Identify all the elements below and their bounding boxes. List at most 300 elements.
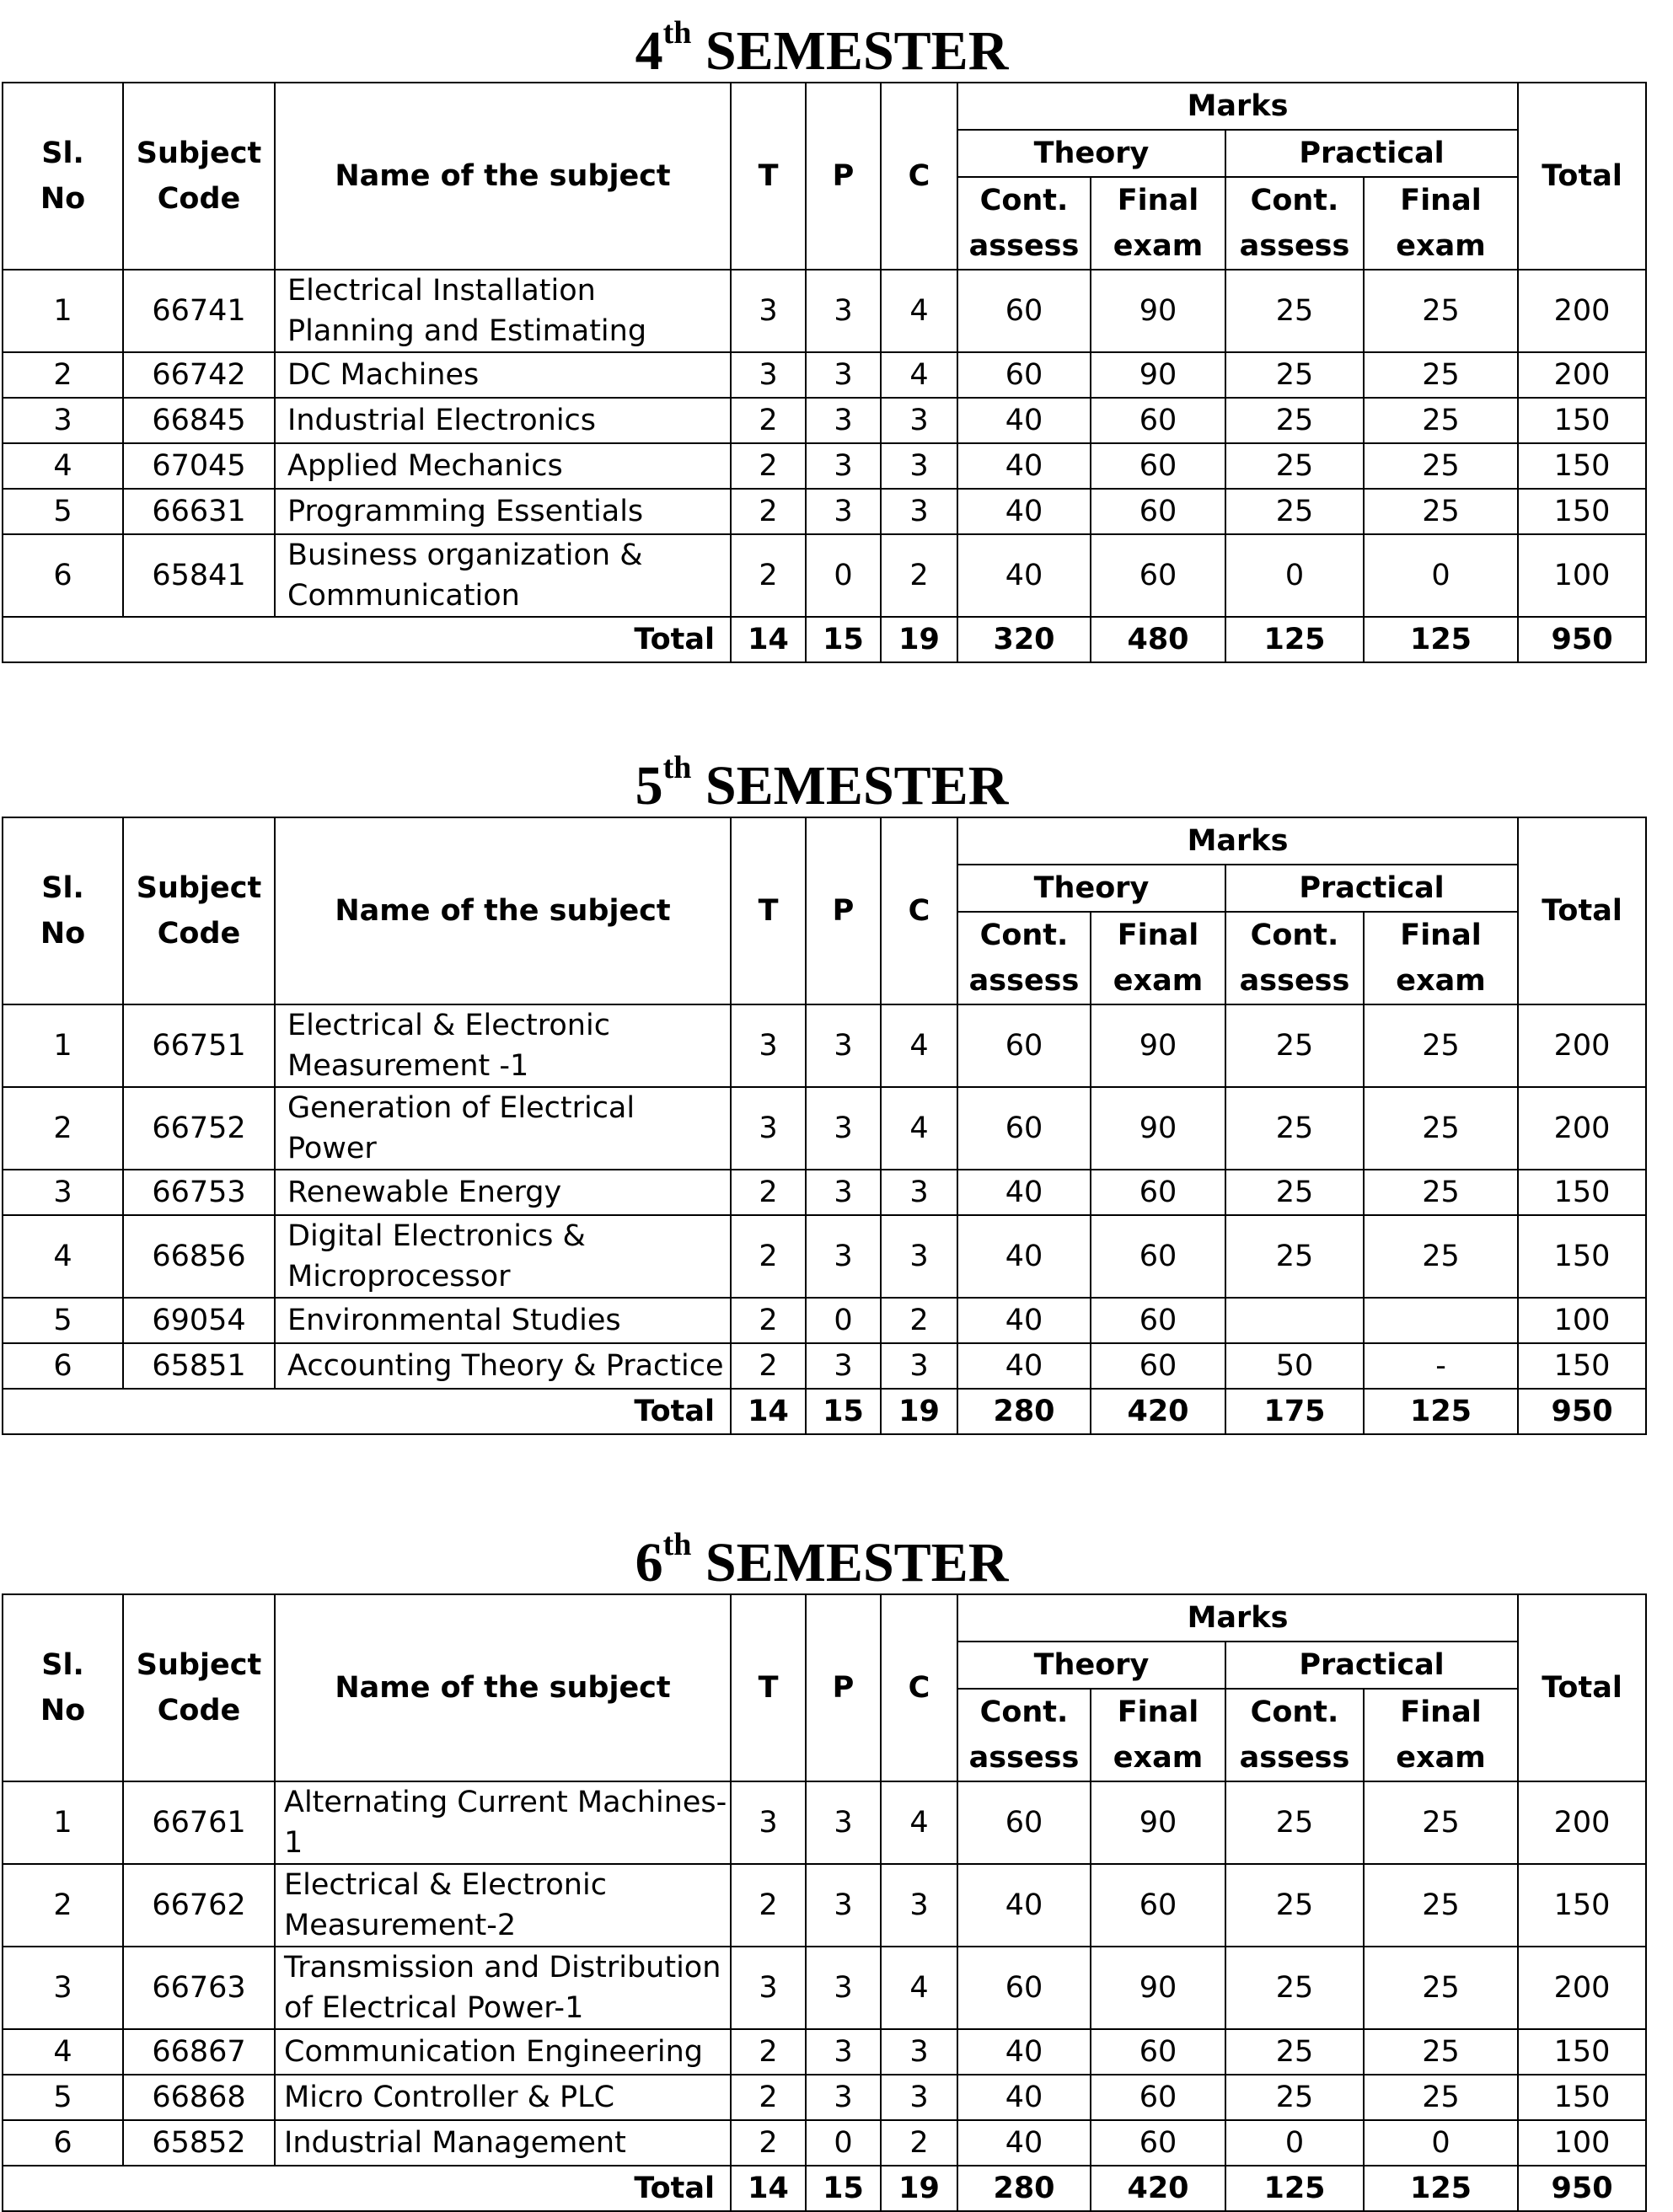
semester-4-title [0, 15, 1644, 82]
cell-p: 3 [806, 2029, 881, 2075]
semester-4-table [2, 82, 1647, 663]
header-practical-final: Final exam [1364, 177, 1518, 270]
cell-name: Micro Controller & PLC [275, 2075, 731, 2120]
total-label: Total [3, 2166, 731, 2211]
cell-theory-cont: 60 [957, 1087, 1091, 1170]
header-subject-code: Subject Code [123, 817, 275, 1004]
cell-total: 150 [1518, 2075, 1646, 2120]
cell-sl: 4 [3, 1215, 123, 1298]
header-sl-no: Sl. No [3, 817, 123, 1004]
cell-theory-cont: 40 [957, 2075, 1091, 2120]
cell-sl: 1 [3, 1004, 123, 1087]
cell-theory-cont: 40 [957, 443, 1091, 489]
total-p: 15 [806, 617, 881, 662]
cell-name: Transmission and Distribution of Electrical Power-1 [275, 1947, 731, 2029]
total-label: Total [3, 1389, 731, 1434]
cell-code: 66761 [123, 1781, 275, 1864]
cell-theory-cont: 40 [957, 1298, 1091, 1343]
total-practical-cont: 125 [1225, 2166, 1364, 2211]
semester-5-title-word: SEMESTER [705, 755, 1009, 817]
cell-code: 66631 [123, 489, 275, 534]
cell-theory-final: 60 [1091, 1298, 1225, 1343]
table-row [3, 443, 1646, 489]
cell-practical-final: 25 [1364, 1947, 1518, 2029]
cell-p: 3 [806, 1087, 881, 1170]
cell-sl: 3 [3, 1947, 123, 2029]
cell-practical-final: 25 [1364, 398, 1518, 443]
semester-6-title-sup: th [662, 1527, 692, 1562]
header-theory: Theory [957, 1642, 1225, 1689]
cell-t: 2 [731, 1298, 806, 1343]
cell-code: 66867 [123, 2029, 275, 2075]
cell-theory-final: 60 [1091, 1170, 1225, 1215]
cell-p: 3 [806, 1781, 881, 1864]
cell-c: 2 [881, 1298, 957, 1343]
cell-sl: 5 [3, 489, 123, 534]
cell-theory-final: 90 [1091, 1087, 1225, 1170]
total-theory-final: 480 [1091, 617, 1225, 662]
header-p: P [806, 83, 881, 270]
table-row [3, 1215, 1646, 1298]
cell-name: Applied Mechanics [275, 443, 731, 489]
cell-code: 69054 [123, 1298, 275, 1343]
cell-t: 2 [731, 2029, 806, 2075]
table-row [3, 270, 1646, 352]
total-total: 950 [1518, 617, 1646, 662]
header-theory: Theory [957, 865, 1225, 912]
header-t: T [731, 1594, 806, 1781]
cell-name: Electrical & Electronic Measurement-2 [275, 1864, 731, 1947]
cell-c: 3 [881, 489, 957, 534]
cell-p: 3 [806, 443, 881, 489]
cell-code: 66868 [123, 2075, 275, 2120]
cell-t: 3 [731, 1087, 806, 1170]
cell-sl: 3 [3, 398, 123, 443]
semester-6-title [0, 1527, 1644, 1593]
cell-p: 0 [806, 1298, 881, 1343]
semester-6-title-word: SEMESTER [705, 1532, 1009, 1593]
cell-theory-cont: 60 [957, 1947, 1091, 2029]
cell-total: 100 [1518, 1298, 1646, 1343]
header-sl-no: Sl. No [3, 83, 123, 270]
cell-t: 3 [731, 352, 806, 398]
cell-theory-final: 60 [1091, 1343, 1225, 1389]
table-row [3, 2120, 1646, 2166]
cell-code: 66752 [123, 1087, 275, 1170]
cell-total: 200 [1518, 270, 1646, 352]
header-c: C [881, 817, 957, 1004]
cell-t: 2 [731, 1343, 806, 1389]
cell-sl: 1 [3, 270, 123, 352]
total-t: 14 [731, 1389, 806, 1434]
cell-name: Business organization & Communication [275, 534, 731, 617]
total-p: 15 [806, 2166, 881, 2211]
cell-code: 66742 [123, 352, 275, 398]
cell-practical-cont: 25 [1225, 443, 1364, 489]
cell-c: 4 [881, 1087, 957, 1170]
header-practical-cont: Cont. assess [1225, 912, 1364, 1004]
table-row [3, 1004, 1646, 1087]
total-theory-cont: 280 [957, 1389, 1091, 1434]
cell-practical-final: 25 [1364, 1864, 1518, 1947]
table-row [3, 489, 1646, 534]
cell-practical-cont: 25 [1225, 1781, 1364, 1864]
cell-practical-cont: 25 [1225, 1864, 1364, 1947]
cell-name: DC Machines [275, 352, 731, 398]
cell-sl: 4 [3, 2029, 123, 2075]
total-c: 19 [881, 1389, 957, 1434]
cell-theory-final: 60 [1091, 2075, 1225, 2120]
cell-name: Electrical Installation Planning and Estimating [275, 270, 731, 352]
header-practical-final: Final exam [1364, 912, 1518, 1004]
cell-theory-final: 90 [1091, 1004, 1225, 1087]
header-theory-final: Final exam [1091, 912, 1225, 1004]
cell-t: 2 [731, 398, 806, 443]
cell-practical-final: 25 [1364, 1004, 1518, 1087]
cell-c: 2 [881, 534, 957, 617]
cell-total: 150 [1518, 1864, 1646, 1947]
table-row [3, 1087, 1646, 1170]
cell-name: Accounting Theory & Practice [275, 1343, 731, 1389]
cell-practical-final: 25 [1364, 2029, 1518, 2075]
cell-practical-cont: 25 [1225, 1004, 1364, 1087]
cell-p: 3 [806, 352, 881, 398]
cell-name: Renewable Energy [275, 1170, 731, 1215]
cell-theory-final: 90 [1091, 1781, 1225, 1864]
cell-c: 4 [881, 270, 957, 352]
cell-name: Industrial Electronics [275, 398, 731, 443]
cell-practical-cont: 25 [1225, 352, 1364, 398]
cell-name: Electrical & Electronic Measurement -1 [275, 1004, 731, 1087]
cell-name: Programming Essentials [275, 489, 731, 534]
cell-c: 2 [881, 2120, 957, 2166]
cell-total: 150 [1518, 2029, 1646, 2075]
cell-theory-cont: 60 [957, 352, 1091, 398]
cell-total: 100 [1518, 534, 1646, 617]
cell-theory-final: 90 [1091, 270, 1225, 352]
cell-c: 3 [881, 2029, 957, 2075]
total-t: 14 [731, 2166, 806, 2211]
cell-name: Alternating Current Machines-1 [275, 1781, 731, 1864]
header-theory-final: Final exam [1091, 1689, 1225, 1781]
cell-t: 2 [731, 443, 806, 489]
cell-code: 65852 [123, 2120, 275, 2166]
cell-theory-cont: 40 [957, 2029, 1091, 2075]
cell-p: 3 [806, 1004, 881, 1087]
cell-practical-cont: 25 [1225, 489, 1364, 534]
cell-code: 66845 [123, 398, 275, 443]
cell-name: Industrial Management [275, 2120, 731, 2166]
total-practical-cont: 175 [1225, 1389, 1364, 1434]
cell-practical-final: 25 [1364, 1170, 1518, 1215]
cell-c: 4 [881, 1004, 957, 1087]
header-practical-cont: Cont. assess [1225, 177, 1364, 270]
semester-5-title [0, 750, 1644, 817]
cell-t: 2 [731, 2075, 806, 2120]
cell-sl: 6 [3, 2120, 123, 2166]
cell-t: 2 [731, 1170, 806, 1215]
cell-p: 3 [806, 1170, 881, 1215]
header-subject-code: Subject Code [123, 83, 275, 270]
cell-theory-cont: 40 [957, 1343, 1091, 1389]
cell-practical-final: 25 [1364, 352, 1518, 398]
table-row [3, 2029, 1646, 2075]
cell-practical-final: 25 [1364, 2075, 1518, 2120]
header-theory-cont: Cont. assess [957, 912, 1091, 1004]
header-p: P [806, 817, 881, 1004]
cell-p: 3 [806, 398, 881, 443]
cell-theory-cont: 40 [957, 1170, 1091, 1215]
cell-c: 3 [881, 1343, 957, 1389]
cell-code: 66741 [123, 270, 275, 352]
cell-p: 3 [806, 489, 881, 534]
cell-code: 65841 [123, 534, 275, 617]
cell-theory-final: 60 [1091, 398, 1225, 443]
header-theory-final: Final exam [1091, 177, 1225, 270]
cell-theory-cont: 40 [957, 534, 1091, 617]
header-sl-no: Sl. No [3, 1594, 123, 1781]
cell-t: 3 [731, 270, 806, 352]
cell-t: 3 [731, 1947, 806, 2029]
cell-practical-final: 25 [1364, 489, 1518, 534]
header-c: C [881, 1594, 957, 1781]
cell-c: 4 [881, 352, 957, 398]
cell-theory-final: 60 [1091, 489, 1225, 534]
cell-t: 2 [731, 2120, 806, 2166]
cell-p: 3 [806, 1864, 881, 1947]
cell-sl: 2 [3, 1087, 123, 1170]
cell-p: 0 [806, 534, 881, 617]
cell-total: 150 [1518, 1215, 1646, 1298]
total-theory-final: 420 [1091, 1389, 1225, 1434]
cell-c: 3 [881, 1170, 957, 1215]
table-row [3, 352, 1646, 398]
cell-code: 66856 [123, 1215, 275, 1298]
table-row [3, 398, 1646, 443]
cell-practical-cont: 25 [1225, 2029, 1364, 2075]
cell-code: 66762 [123, 1864, 275, 1947]
table-row [3, 534, 1646, 617]
total-total: 950 [1518, 2166, 1646, 2211]
cell-p: 3 [806, 1343, 881, 1389]
cell-practical-final: - [1364, 1343, 1518, 1389]
header-t: T [731, 83, 806, 270]
total-c: 19 [881, 617, 957, 662]
semester-4-title-num: 4 [635, 20, 663, 82]
header-t: T [731, 817, 806, 1004]
cell-total: 200 [1518, 1781, 1646, 1864]
header-subject-code: Subject Code [123, 1594, 275, 1781]
semester-4-title-word: SEMESTER [705, 20, 1009, 82]
cell-sl: 2 [3, 352, 123, 398]
header-total: Total [1518, 817, 1646, 1004]
cell-practical-final: 25 [1364, 443, 1518, 489]
cell-c: 3 [881, 1215, 957, 1298]
cell-practical-cont: 50 [1225, 1343, 1364, 1389]
total-theory-final: 420 [1091, 2166, 1225, 2211]
cell-total: 200 [1518, 1004, 1646, 1087]
semester-5-title-sup: th [662, 750, 692, 785]
cell-t: 3 [731, 1781, 806, 1864]
semester-4-title-sup: th [662, 15, 692, 51]
semester-5-table [2, 817, 1647, 1435]
cell-sl: 4 [3, 443, 123, 489]
cell-theory-cont: 60 [957, 1004, 1091, 1087]
header-name: Name of the subject [275, 817, 731, 1004]
cell-practical-cont: 25 [1225, 398, 1364, 443]
total-p: 15 [806, 1389, 881, 1434]
table-row [3, 1170, 1646, 1215]
cell-t: 2 [731, 1864, 806, 1947]
cell-code: 66753 [123, 1170, 275, 1215]
table-row [3, 1947, 1646, 2029]
header-theory-cont: Cont. assess [957, 1689, 1091, 1781]
table-row [3, 1298, 1646, 1343]
cell-theory-final: 60 [1091, 2120, 1225, 2166]
cell-practical-cont: 25 [1225, 1170, 1364, 1215]
cell-practical-cont: 0 [1225, 2120, 1364, 2166]
cell-theory-cont: 40 [957, 398, 1091, 443]
semester-5-title-num: 5 [635, 755, 663, 817]
cell-p: 3 [806, 1947, 881, 2029]
header-practical-cont: Cont. assess [1225, 1689, 1364, 1781]
table-row [3, 1343, 1646, 1389]
total-t: 14 [731, 617, 806, 662]
cell-total: 150 [1518, 398, 1646, 443]
total-practical-final: 125 [1364, 617, 1518, 662]
cell-total: 200 [1518, 352, 1646, 398]
total-theory-cont: 280 [957, 2166, 1091, 2211]
cell-practical-cont: 25 [1225, 1087, 1364, 1170]
total-row [3, 2166, 1646, 2211]
cell-practical-cont [1225, 1298, 1364, 1343]
header-marks: Marks [957, 1594, 1518, 1642]
cell-practical-cont: 25 [1225, 2075, 1364, 2120]
cell-p: 3 [806, 1215, 881, 1298]
cell-sl: 5 [3, 1298, 123, 1343]
semester-6-table [2, 1593, 1647, 2212]
cell-theory-final: 90 [1091, 352, 1225, 398]
cell-practical-final: 25 [1364, 1087, 1518, 1170]
header-practical: Practical [1225, 130, 1518, 177]
cell-practical-cont: 25 [1225, 270, 1364, 352]
cell-total: 100 [1518, 2120, 1646, 2166]
cell-total: 150 [1518, 1343, 1646, 1389]
cell-theory-final: 60 [1091, 534, 1225, 617]
cell-sl: 6 [3, 1343, 123, 1389]
cell-name: Digital Electronics & Microprocessor [275, 1215, 731, 1298]
cell-theory-final: 90 [1091, 1947, 1225, 2029]
cell-practical-final [1364, 1298, 1518, 1343]
cell-theory-cont: 60 [957, 1781, 1091, 1864]
header-theory: Theory [957, 130, 1225, 177]
cell-practical-cont: 0 [1225, 534, 1364, 617]
cell-total: 150 [1518, 489, 1646, 534]
cell-theory-final: 60 [1091, 1864, 1225, 1947]
table-row [3, 2075, 1646, 2120]
cell-name: Environmental Studies [275, 1298, 731, 1343]
cell-sl: 3 [3, 1170, 123, 1215]
header-c: C [881, 83, 957, 270]
cell-practical-cont: 25 [1225, 1947, 1364, 2029]
cell-c: 3 [881, 2075, 957, 2120]
cell-t: 2 [731, 1215, 806, 1298]
cell-c: 3 [881, 443, 957, 489]
total-row [3, 617, 1646, 662]
header-total: Total [1518, 1594, 1646, 1781]
header-name: Name of the subject [275, 83, 731, 270]
cell-total: 150 [1518, 443, 1646, 489]
total-total: 950 [1518, 1389, 1646, 1434]
total-practical-final: 125 [1364, 2166, 1518, 2211]
cell-code: 65851 [123, 1343, 275, 1389]
cell-p: 0 [806, 2120, 881, 2166]
cell-name: Communication Engineering [275, 2029, 731, 2075]
cell-practical-cont: 25 [1225, 1215, 1364, 1298]
total-c: 19 [881, 2166, 957, 2211]
cell-t: 2 [731, 489, 806, 534]
cell-theory-final: 60 [1091, 1215, 1225, 1298]
total-label: Total [3, 617, 731, 662]
cell-theory-final: 60 [1091, 2029, 1225, 2075]
cell-sl: 1 [3, 1781, 123, 1864]
cell-total: 200 [1518, 1947, 1646, 2029]
semester-6-title-num: 6 [635, 1532, 663, 1593]
cell-code: 66751 [123, 1004, 275, 1087]
total-theory-cont: 320 [957, 617, 1091, 662]
cell-c: 4 [881, 1947, 957, 2029]
cell-t: 2 [731, 534, 806, 617]
cell-theory-cont: 60 [957, 270, 1091, 352]
header-practical-final: Final exam [1364, 1689, 1518, 1781]
cell-code: 67045 [123, 443, 275, 489]
table-row [3, 1864, 1646, 1947]
cell-practical-final: 0 [1364, 534, 1518, 617]
header-p: P [806, 1594, 881, 1781]
cell-p: 3 [806, 270, 881, 352]
header-practical: Practical [1225, 1642, 1518, 1689]
total-practical-final: 125 [1364, 1389, 1518, 1434]
cell-practical-final: 25 [1364, 1781, 1518, 1864]
header-marks: Marks [957, 817, 1518, 865]
header-name: Name of the subject [275, 1594, 731, 1781]
cell-t: 3 [731, 1004, 806, 1087]
cell-sl: 5 [3, 2075, 123, 2120]
cell-practical-final: 25 [1364, 270, 1518, 352]
cell-c: 3 [881, 398, 957, 443]
header-total: Total [1518, 83, 1646, 270]
header-practical: Practical [1225, 865, 1518, 912]
cell-code: 66763 [123, 1947, 275, 2029]
cell-c: 4 [881, 1781, 957, 1864]
cell-total: 150 [1518, 1170, 1646, 1215]
cell-practical-final: 25 [1364, 1215, 1518, 1298]
cell-theory-cont: 40 [957, 489, 1091, 534]
cell-theory-final: 60 [1091, 443, 1225, 489]
table-row [3, 1781, 1646, 1864]
cell-theory-cont: 40 [957, 1215, 1091, 1298]
cell-c: 3 [881, 1864, 957, 1947]
total-practical-cont: 125 [1225, 617, 1364, 662]
cell-practical-final: 0 [1364, 2120, 1518, 2166]
header-marks: Marks [957, 83, 1518, 130]
cell-total: 200 [1518, 1087, 1646, 1170]
cell-theory-cont: 40 [957, 2120, 1091, 2166]
header-theory-cont: Cont. assess [957, 177, 1091, 270]
total-row [3, 1389, 1646, 1434]
cell-sl: 2 [3, 1864, 123, 1947]
cell-name: Generation of Electrical Power [275, 1087, 731, 1170]
